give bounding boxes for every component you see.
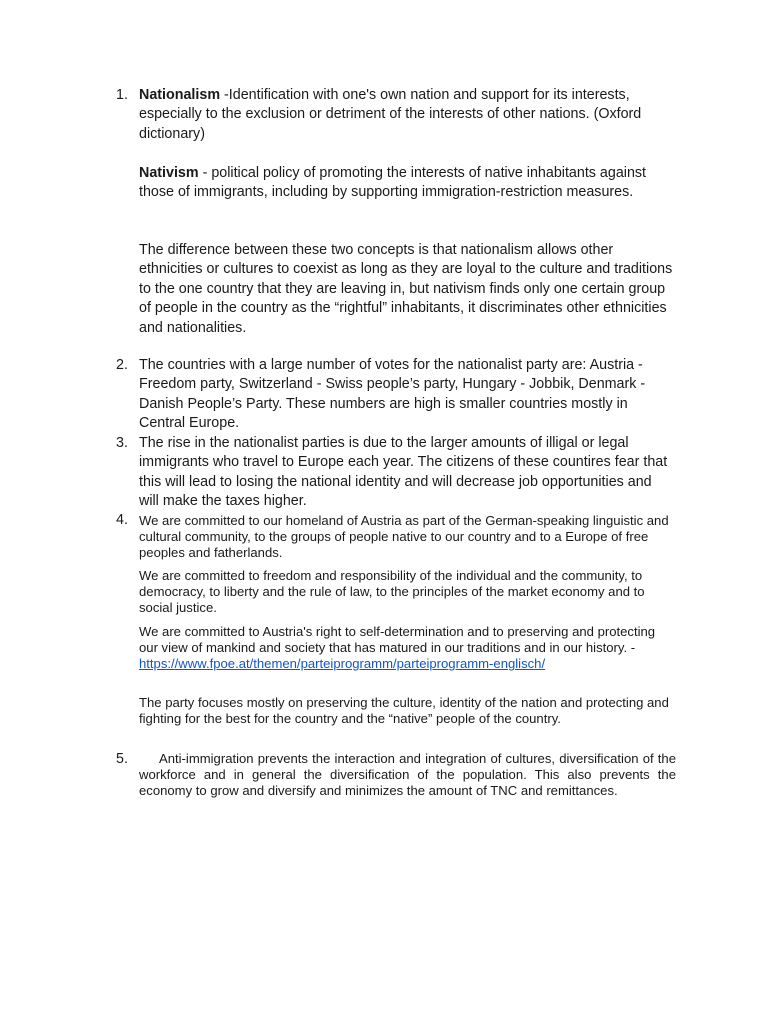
quote-paragraph-1: We are committed to our homeland of Austria as part of the German-speaking linguistic and cultural community, to the groups of people native to our country and to a Europe of free peoples and fatherlands.	[139, 513, 669, 561]
term-nationalism: Nationalism	[139, 87, 221, 103]
source-link[interactable]: https://www.fpoe.at/themen/parteiprogramm/parteiprogramm-englisch/	[139, 656, 546, 672]
party-focus-paragraph: The party focuses mostly on preserving the culture, identity of the nation and protecting and fighting for the best for the country and the “native” people of the country.	[139, 695, 669, 727]
nationalism-definition	[139, 86, 674, 144]
term-nativism: Nativism	[139, 165, 199, 181]
definition-text: - political policy of promoting the interests of native inhabitants against those of immigrants, including by supporting immigration-restriction measures.	[139, 165, 647, 201]
paragraph-text: The rise in the nationalist parties is due to the larger amounts of illigal or legal immigrants who travel to Europe each year. The citizens of these countires fear that this will lead to losing the national identity and will decrease job opportunities and will make the taxes higher.	[139, 435, 668, 510]
quote-paragraph-2: We are committed to freedom and responsibility of the individual and the community, to democracy, to liberty and the rule of law, to the principles of the market economy and to social justice.	[139, 568, 645, 616]
nativism-definition	[139, 164, 674, 203]
list-number: 4.	[116, 512, 128, 528]
list-number: 5.	[116, 751, 128, 767]
list-number: 3.	[116, 435, 128, 451]
paragraph-text: The countries with a large number of votes for the nationalist party are: Austria - Freedom party, Switzerland - Swiss people’s party, Hungary - Jobbik, Denmark - Danish People’s Party. These numbers are high is smaller countries mostly in Central Europe.	[139, 357, 646, 432]
quote-paragraph-3: We are committed to Austria's right to self-determination and to preserving and protecting our view of mankind and society that has matured in our traditions and in our history. -https://www.fpoe.at/themen/parteiprogramm/parteiprogramm-englisch/	[139, 624, 656, 672]
paragraph-text: Anti-immigration prevents the interaction and integration of cultures, diversification of the workforce and in general the diversification of the population. This also prevents the economy to grow and diversify and minimizes the amount of TNC and remittances.	[139, 751, 676, 799]
list-number: 1.	[116, 87, 128, 103]
definition-text: -Identification with one's own nation and support for its interests, especially to the exclusion or detriment of the interests of other nations. (Oxford dictionary)	[139, 87, 642, 142]
difference-paragraph	[139, 241, 674, 338]
paragraph-text: The difference between these two concepts is that nationalism allows other ethnicities or cultures to coexist as long as they are loyal to the culture and traditions to the one country that they are leaving in, but nativism finds only one certain group of people in the country as the “rightful” inhabitants, it discriminates other ethnicities and nationalities.	[139, 242, 673, 336]
list-number: 2.	[116, 357, 128, 373]
